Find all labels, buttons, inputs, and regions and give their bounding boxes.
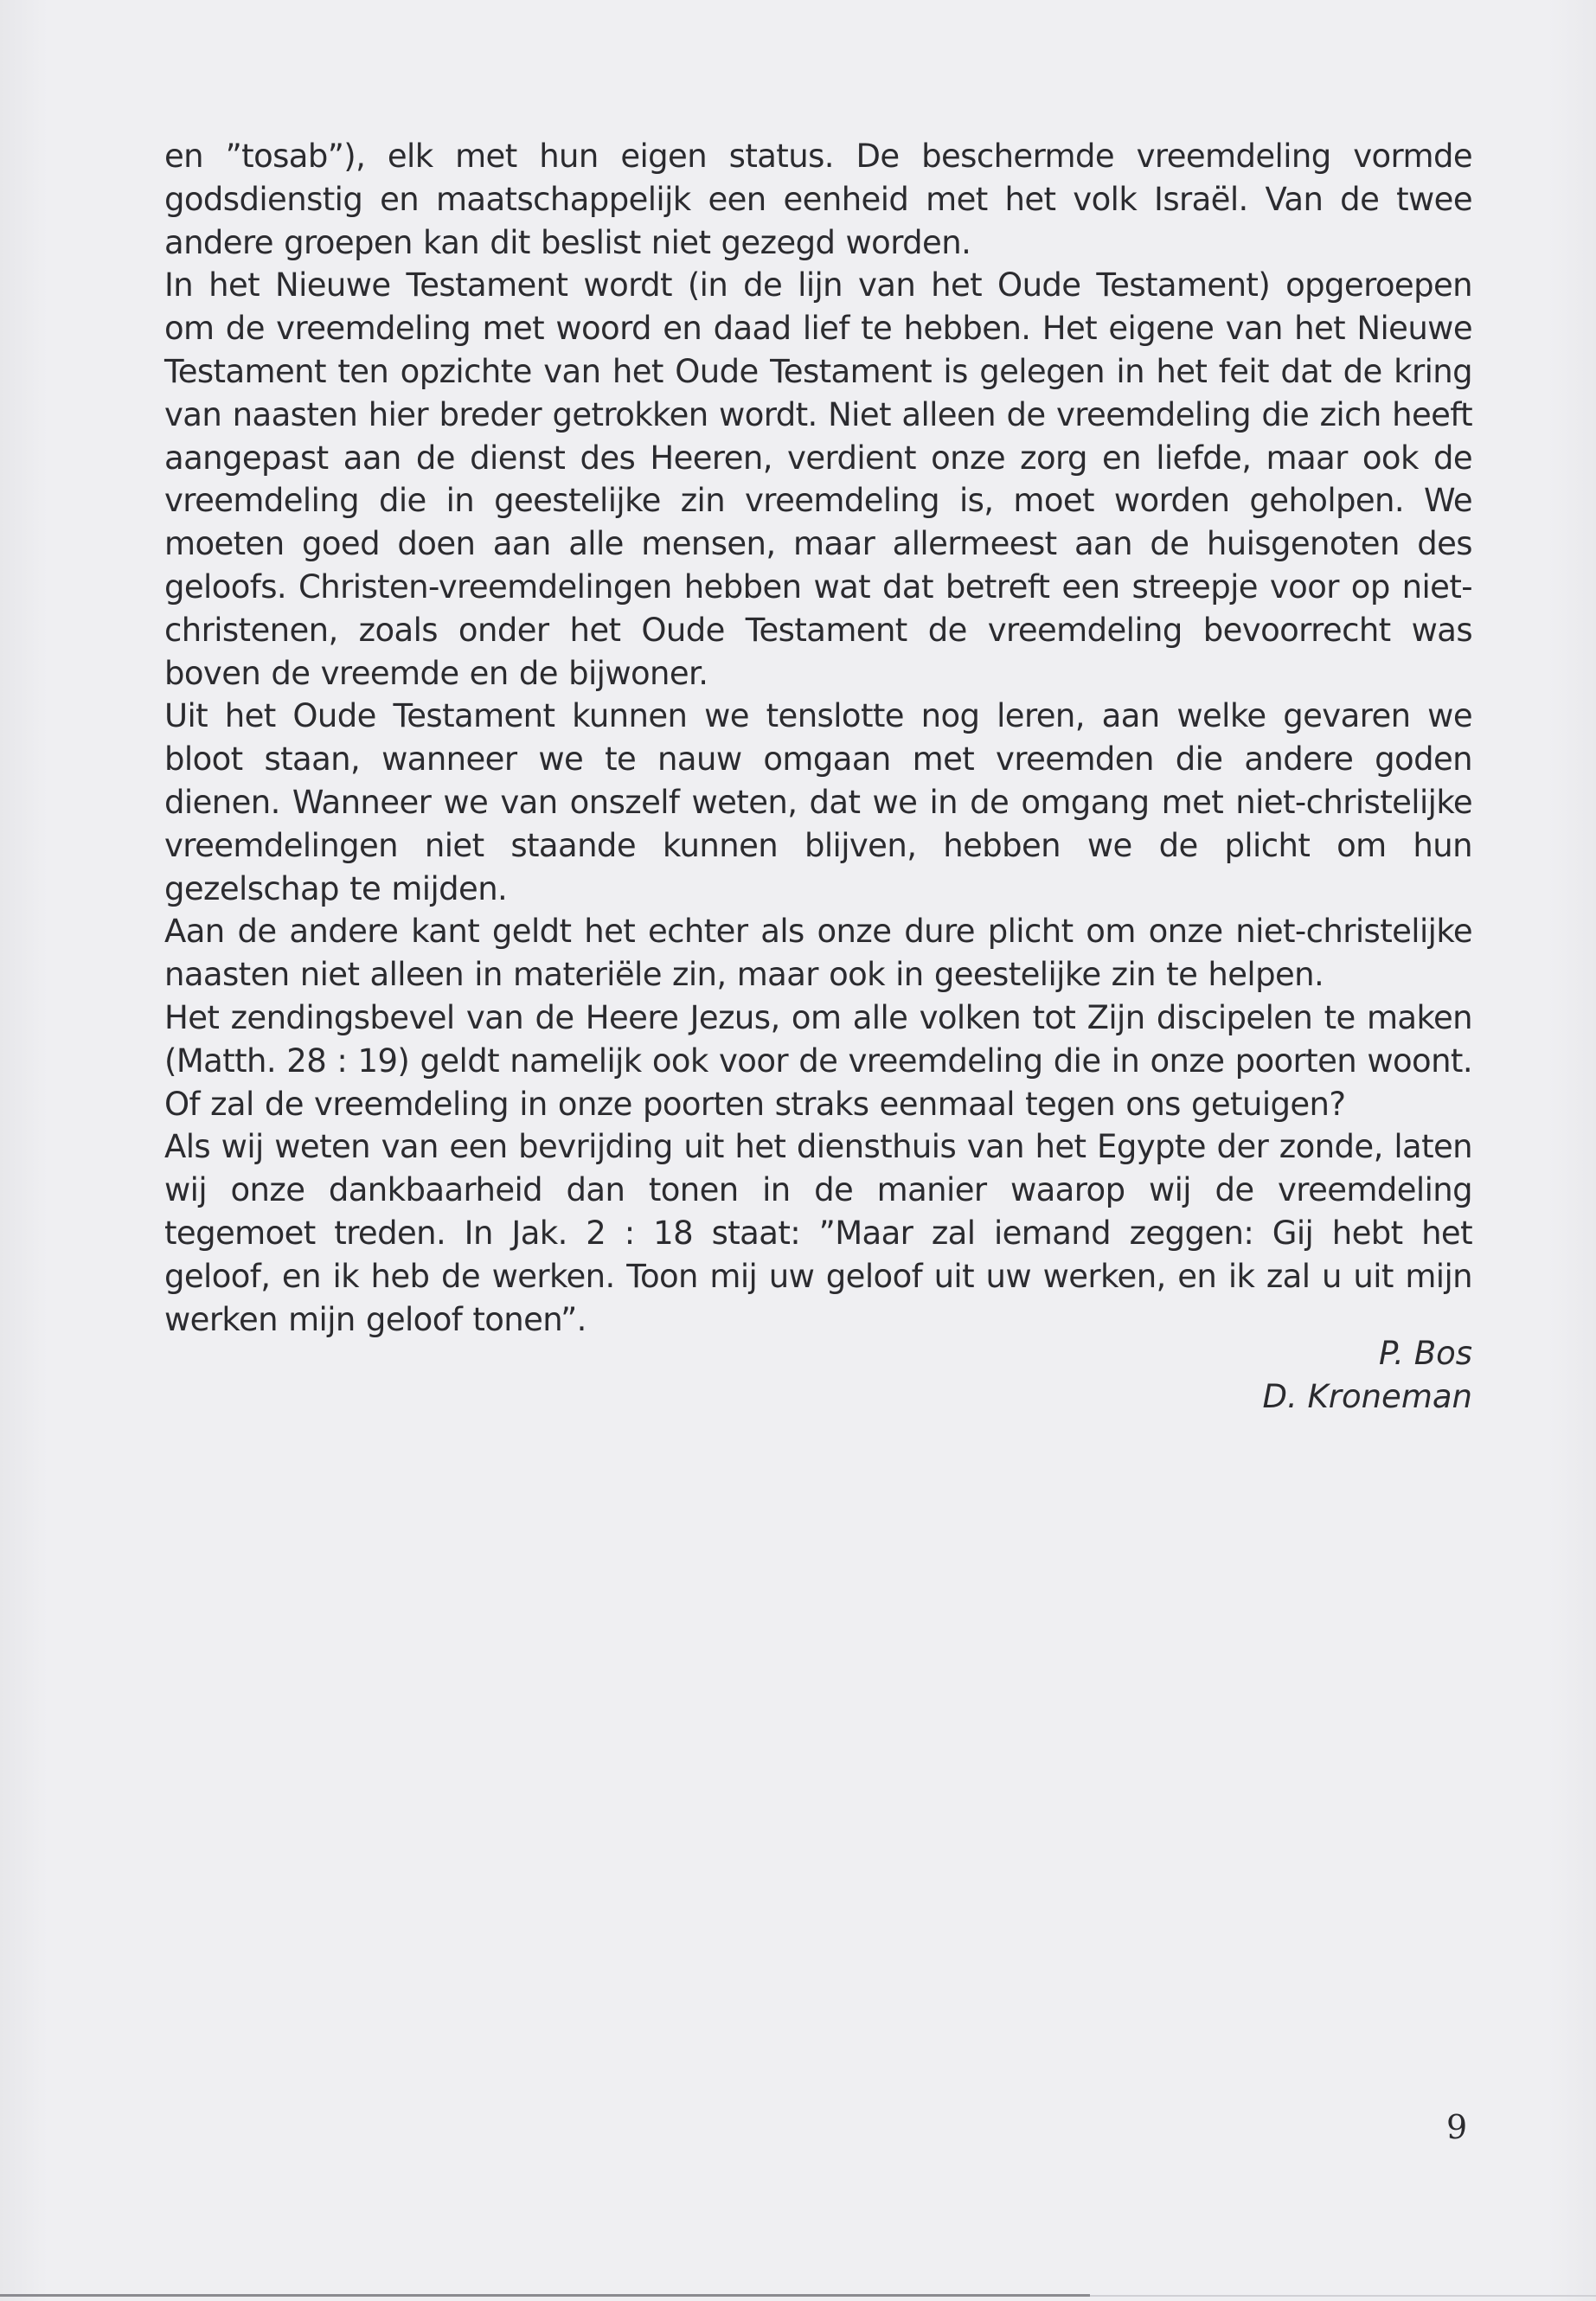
body-text <box>164 135 1472 1341</box>
author-signatures <box>1262 1332 1472 1419</box>
paragraph: Als wij weten van een bevrijding uit het diensthuis van het Egypte der zonde, laten wij onze dankbaarheid dan tonen in de manier waarop wij de vreemdeling tegemoet treden. In Jak. 2 : 18 staat: ”Maar zal iemand zeggen: Gij hebt het geloof, en ik heb de werken. Toon mij uw geloof uit uw werken, en ik zal u uit mijn werken mijn geloof tonen”. <box>164 1128 1472 1338</box>
paragraph: en ”tosab”), elk met hun eigen status. De beschermde vreemdeling vormde godsdienstig en maatschappelijk een eenheid met het volk Israël. Van de twee andere groepen kan dit beslist niet gezegd worden. <box>164 138 1472 261</box>
scan-edge-line-faint <box>1090 2295 1596 2297</box>
author-name: D. Kroneman <box>1262 1378 1472 1415</box>
paragraph: Aan de andere kant geldt het echter als onze dure plicht om onze niet-christelijke naasten niet alleen in materiële zin, maar ook in geestelijke zin te helpen. <box>164 913 1472 994</box>
paragraph: Het zendingsbevel van de Heere Jezus, om alle volken tot Zijn discipelen te maken (Matth. 28 : 19) geldt namelijk ook voor de vreemdeling die in onze poorten woont. Of zal de vreemdeling in onze poorten straks eenmaal tegen ons getuigen? <box>164 998 1472 1123</box>
paragraph: Uit het Oude Testament kunnen we tenslotte nog leren, aan welke gevaren we bloot staan, wanneer we te nauw omgaan met vreemden die andere goden dienen. Wanneer we van onszelf weten, dat we in de omgang met niet-christelijke vreemdelingen niet staande kunnen blijven, hebben we de plicht om hun gezelschap te mijden. <box>164 697 1472 907</box>
paragraph: In het Nieuwe Testament wordt (in de lijn van het Oude Testament) opgeroepen om de vreemdeling met woord en daad lief te hebben. Het eigene van het Nieuwe Testament ten opzichte van het Oude Testament is gelegen in het feit dat de kring van naasten hier breder getrokken wordt. Niet alleen de vreemdeling die zich heeft aangepast aan de dienst des Heeren, verdient onze zorg en liefde, maar ook de vreemdeling die in geestelijke zin vreemdeling is, moet worden geholpen. We moeten goed doen aan alle mensen, maar allermeest aan de huisgenoten des geloofs. Christen-vreemdelingen hebben wat dat betreft een streepje voor op niet-christenen, zoals onder het Oude Testament de vreemdeling bevoorrecht was boven de vreemde en de bijwoner. <box>164 266 1472 692</box>
scan-edge-line <box>0 2294 1090 2297</box>
author-name: P. Bos <box>1378 1335 1472 1372</box>
page-number: 9 <box>1446 2108 1468 2146</box>
